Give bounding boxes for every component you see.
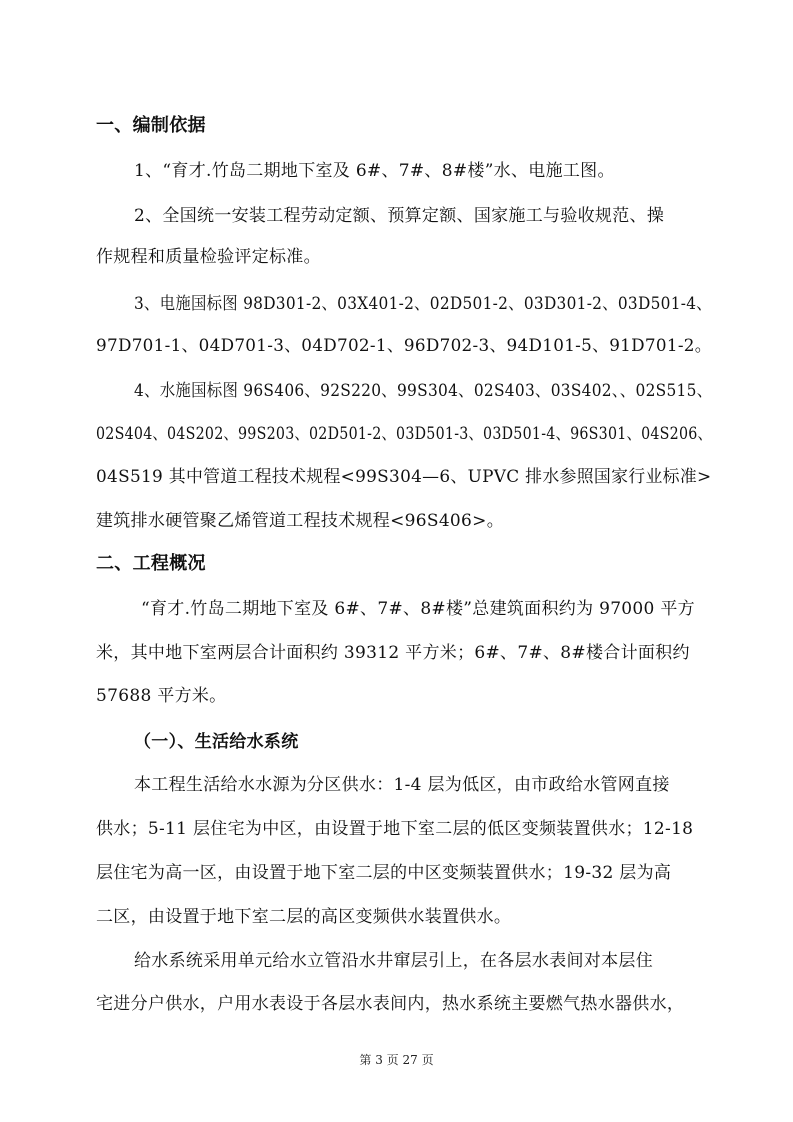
basis-item-4-line-2: 02S404、04S202、99S203、02D501-2、03D501-3、03D501-4、96S301、04S206、 bbox=[96, 424, 713, 444]
basis-item-3-line-2: 97D701-1、04D701-3、04D702-1、96D702-3、94D101-5、91D701-2。 bbox=[96, 336, 712, 356]
overview-line-3: 57688 平方米。 bbox=[96, 686, 227, 706]
water-supply-para1-line-1: 本工程生活给水水源为分区供水：1-4 层为低区，由市政给水管网直接 bbox=[134, 775, 670, 795]
section-heading-overview: 二、工程概况 bbox=[96, 553, 206, 574]
basis-item-4-line-4: 建筑排水硬管聚乙烯管道工程技术规程<96S406>。 bbox=[96, 511, 505, 531]
basis-item-4-line-1: 4、水施国标图 96S406、92S220、99S304、02S403、03S402、、02S515、 bbox=[134, 381, 713, 401]
basis-item-2-line-2: 作规程和质量检验评定标准。 bbox=[96, 247, 321, 267]
water-supply-para2-line-1: 给水系统采用单元给水立管沿水井窜层引上，在各层水表间对本层住 bbox=[134, 951, 653, 971]
water-supply-para2-line-2: 宅进分户供水，户用水表设于各层水表间内，热水系统主要燃气热水器供水， bbox=[96, 994, 685, 1014]
basis-item-1: 1、“育才.竹岛二期地下室及 6#、7#、8#楼”水、电施工图。 bbox=[134, 161, 615, 181]
water-supply-para1-line-3: 层住宅为高一区，由设置于地下室二层的中区变频装置供水；19-32 层为高 bbox=[96, 863, 672, 883]
basis-item-3-line-1: 3、电施国标图 98D301-2、03X401-2、02D501-2、03D301-2、03D501-4、 bbox=[134, 294, 712, 314]
page-number-footer: 第 3 页 27 页 bbox=[359, 1053, 434, 1067]
water-supply-para1-line-4: 二区，由设置于地下室二层的高区变频供水装置供水。 bbox=[96, 907, 512, 927]
overview-line-2: 米，其中地下室两层合计面积约 39312 平方米；6#、7#、8#楼合计面积约 bbox=[96, 643, 690, 663]
section-heading-basis: 一、编制依据 bbox=[96, 115, 206, 136]
overview-line-1: “育才.竹岛二期地下室及 6#、7#、8#楼”总建筑面积约为 97000 平方 bbox=[141, 599, 695, 619]
water-supply-para1-line-2: 供水；5-11 层住宅为中区，由设置于地下室二层的低区变频装置供水；12-18 bbox=[96, 819, 694, 839]
subsection-heading-water-supply: （一）、生活给水系统 bbox=[134, 732, 299, 752]
basis-item-2-line-1: 2、全国统一安装工程劳动定额、预算定额、国家施工与验收规范、操 bbox=[134, 206, 665, 226]
basis-item-4-line-3: 04S519 其中管道工程技术规程<99S304—6、UPVC 排水参照国家行业标准> bbox=[96, 467, 712, 487]
